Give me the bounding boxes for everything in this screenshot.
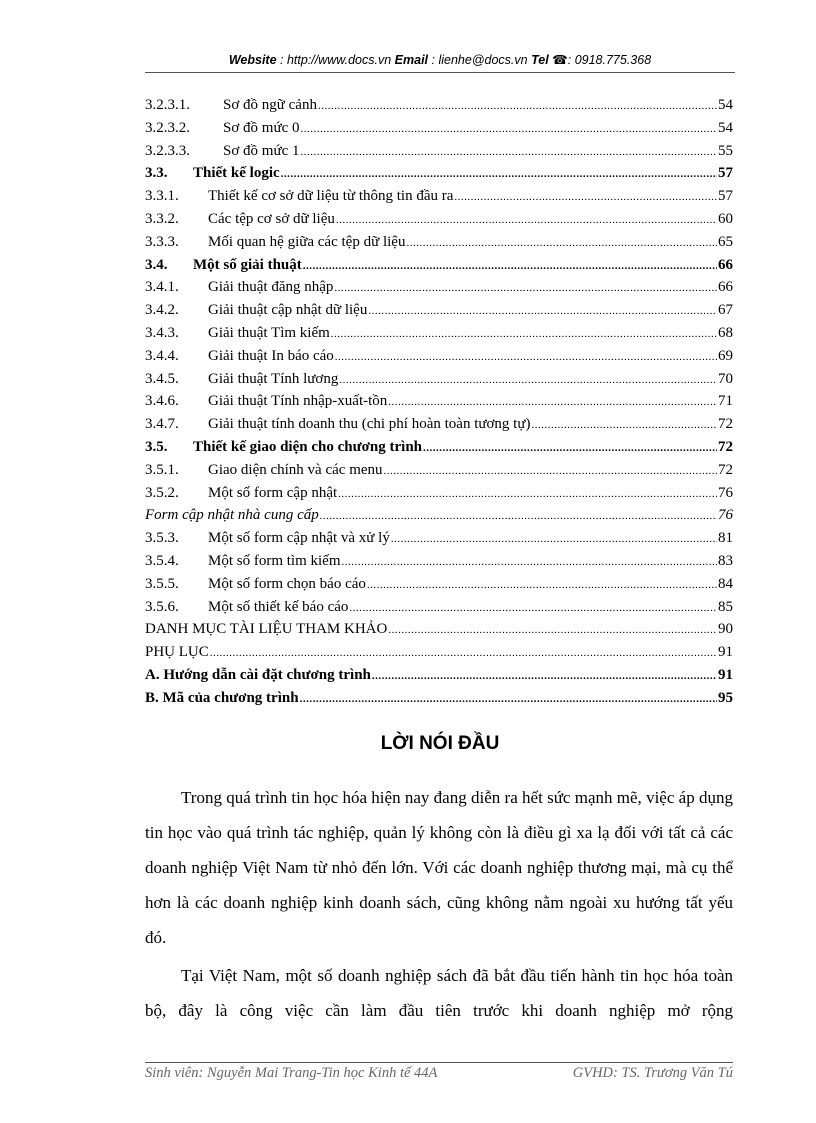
toc-entry-page: 85 <box>718 598 733 615</box>
toc-entry-title: Sơ đồ ngữ cảnh <box>223 97 317 113</box>
toc-entry-page: 84 <box>718 575 733 592</box>
toc-entry[interactable] <box>145 368 733 391</box>
email-value: : lienhe@docs.vn <box>431 53 528 67</box>
toc-entry-title: Một số form cập nhật và xử lý <box>208 530 390 547</box>
toc-entry[interactable] <box>145 276 733 299</box>
toc-entry-number: 3.2.3.2. <box>145 119 190 136</box>
toc-entry-title: Một số thiết kế báo cáo <box>208 598 349 615</box>
toc-entry-number: 3.2.3.3. <box>145 142 190 159</box>
toc-entry-number: 3.5.1. <box>145 461 179 478</box>
paragraph-2: Tại Việt Nam, một số doanh nghiệp sách đã bắt đầu tiến hành tin học hóa toàn bộ, đây là công việc cần làm đầu tiên trước khi doanh nghiệp mở rộng <box>145 966 733 1020</box>
toc-entry-number: 3.5.4. <box>145 552 179 569</box>
toc-entry-title: Sơ đồ mức 0 <box>223 119 300 136</box>
toc-entry[interactable] <box>145 618 733 641</box>
toc-entry-page: 66 <box>718 256 733 273</box>
toc-leader-dots <box>342 550 718 574</box>
toc-entry-page: 57 <box>718 188 733 205</box>
toc-entry-number: 3.4.4. <box>145 347 179 364</box>
website-value: : http://www.docs.vn <box>280 53 392 67</box>
toc-entry[interactable] <box>145 208 733 231</box>
toc-leader-dots <box>335 345 717 369</box>
toc-entry-page: 54 <box>718 119 733 136</box>
toc-entry[interactable] <box>145 436 733 459</box>
toc-entry[interactable] <box>145 299 733 322</box>
footer-advisor: GVHD: TS. Trương Văn Tú <box>572 1065 733 1081</box>
toc-leader-dots <box>210 641 717 665</box>
toc-leader-dots <box>338 482 717 506</box>
toc-leader-dots <box>300 687 717 711</box>
toc-entry-number: 3.4.5. <box>145 370 179 387</box>
toc-entry-number: 3.5. <box>145 438 168 455</box>
toc-entry-title: Giải thuật Tính lương <box>208 370 339 387</box>
toc-entry-title: Giải thuật In báo cáo <box>208 347 334 364</box>
toc-entry-number: 3.4.1. <box>145 279 179 296</box>
toc-leader-dots <box>334 276 717 300</box>
section-heading: LỜI NÓI ĐẦU <box>380 733 500 754</box>
toc-leader-dots <box>336 208 717 232</box>
toc-leader-dots <box>388 390 717 414</box>
toc-entry[interactable] <box>145 140 733 163</box>
toc-entry-number: 3.4.2. <box>145 302 179 319</box>
toc-entry-number: 3.4. <box>145 256 168 273</box>
toc-entry-title: Giải thuật tính doanh thu (chi phí hoàn toàn tương tự) <box>208 416 531 433</box>
toc-entry-page: 66 <box>718 279 733 296</box>
tel-value: : 0918.775.368 <box>567 53 652 67</box>
toc-entry-title: Giải thuật đăng nhập <box>208 279 334 296</box>
toc-entry[interactable] <box>145 550 733 573</box>
toc-entry-page: 67 <box>718 302 733 319</box>
toc-entry-page: 83 <box>718 552 733 569</box>
footer-student: Sinh viên: Nguyễn Mai Trang-Tin học Kinh tế 44A <box>145 1065 438 1081</box>
toc-leader-dots <box>303 254 717 278</box>
toc-entry-title: Giải thuật cập nhật dữ liệu <box>208 302 368 319</box>
toc-entry[interactable] <box>145 413 733 436</box>
toc-entry[interactable] <box>145 687 733 710</box>
toc-entry-page: 69 <box>718 347 733 364</box>
toc-leader-dots <box>388 618 717 642</box>
toc-entry-title: Form cập nhật nhà cung cấp <box>145 507 319 524</box>
table-of-contents <box>145 94 733 710</box>
toc-entry[interactable] <box>145 94 733 117</box>
toc-entry[interactable] <box>145 641 733 664</box>
tel-label: Tel <box>531 53 549 67</box>
toc-entry-page: 70 <box>718 370 733 387</box>
toc-entry-page: 72 <box>718 416 733 433</box>
toc-leader-dots <box>531 413 717 437</box>
toc-entry-number: 3.3.1. <box>145 188 179 205</box>
toc-leader-dots <box>454 185 717 209</box>
toc-leader-dots <box>423 436 717 460</box>
page-footer <box>145 1062 733 1082</box>
toc-leader-dots <box>349 596 717 620</box>
toc-leader-dots <box>300 117 717 141</box>
toc-entry-title: PHỤ LỤC <box>145 644 209 661</box>
toc-leader-dots <box>367 573 717 597</box>
toc-entry-number: 3.4.3. <box>145 324 179 341</box>
website-label: Website <box>228 53 277 67</box>
toc-leader-dots <box>368 299 717 323</box>
toc-leader-dots <box>339 368 717 392</box>
toc-entry-title: Một số form cập nhật <box>208 484 338 501</box>
toc-leader-dots <box>320 504 717 528</box>
toc-entry-page: 57 <box>718 165 733 182</box>
toc-entry-title: B. Mã của chương trình <box>145 689 299 706</box>
toc-entry-title: Sơ đồ mức 1 <box>223 142 300 159</box>
toc-entry[interactable] <box>145 573 733 596</box>
toc-entry[interactable] <box>145 459 733 482</box>
page-header <box>145 50 735 73</box>
toc-entry-page: 60 <box>718 210 733 227</box>
toc-entry-number: 3.3.2. <box>145 210 179 227</box>
toc-entry-title: Một số giải thuật <box>193 256 302 273</box>
toc-entry[interactable] <box>145 322 733 345</box>
toc-leader-dots <box>406 231 717 255</box>
toc-entry-title: Giải thuật Tính nhập-xuất-tồn <box>208 393 388 410</box>
toc-entry-title: Thiết kế giao diện cho chương trình <box>193 438 422 455</box>
toc-entry[interactable] <box>145 231 733 254</box>
toc-leader-dots <box>331 322 717 346</box>
toc-entry[interactable] <box>145 345 733 368</box>
toc-entry-page: 72 <box>718 461 733 478</box>
toc-leader-dots <box>318 94 717 118</box>
toc-entry[interactable] <box>145 185 733 208</box>
toc-entry-number: 3.4.7. <box>145 416 179 433</box>
toc-entry[interactable] <box>145 527 733 550</box>
toc-entry-title: Mối quan hệ giữa các tệp dữ liệu <box>208 233 406 250</box>
toc-entry[interactable] <box>145 390 733 413</box>
toc-entry-page: 72 <box>718 438 733 455</box>
toc-entry[interactable] <box>145 254 733 277</box>
toc-entry-title: Thiết kế cơ sở dữ liệu từ thông tin đầu ra <box>208 188 454 205</box>
toc-entry-title: Thiết kế logic <box>193 165 280 182</box>
toc-entry-page: 76 <box>718 484 733 501</box>
toc-entry[interactable] <box>145 596 733 619</box>
toc-entry-page: 71 <box>718 393 733 410</box>
toc-entry-number: 3.5.6. <box>145 598 179 615</box>
toc-entry-page: 76 <box>718 507 733 524</box>
toc-leader-dots <box>372 664 717 688</box>
toc-entry-title: Các tệp cơ sở dữ liệu <box>208 210 335 227</box>
email-label: Email <box>394 53 429 67</box>
toc-entry-page: 54 <box>718 97 733 113</box>
toc-leader-dots <box>300 140 717 164</box>
toc-leader-dots <box>384 459 717 483</box>
toc-entry-number: 3.3.3. <box>145 233 179 250</box>
toc-entry[interactable] <box>145 162 733 185</box>
toc-entry-page: 90 <box>718 621 733 638</box>
toc-entry[interactable] <box>145 117 733 140</box>
toc-entry[interactable] <box>145 504 733 527</box>
paragraph-1: Trong quá trình tin học hóa hiện nay đang diễn ra hết sức mạnh mẽ, việc áp dụng tin học vào quá trình tác nghiệp, quản lý không còn là điều gì xa lạ đối với tất cả các doanh nghiệp Việt Nam từ nhỏ đến lớn. Với các doanh nghiệp thương mại, mà cụ thể hơn là các doanh nghiệp kinh doanh sách, cũng không nằm ngoài xu hướng tất yếu đó. <box>145 788 733 947</box>
toc-entry[interactable] <box>145 664 733 687</box>
toc-entry-number: 3.5.5. <box>145 575 179 592</box>
toc-leader-dots <box>281 162 717 186</box>
toc-entry-title: Giải thuật Tìm kiếm <box>208 324 330 341</box>
toc-leader-dots <box>391 527 717 551</box>
toc-entry-number: 3.5.2. <box>145 484 179 501</box>
toc-entry-title: A. Hướng dẫn cài đặt chương trình <box>145 666 371 683</box>
phone-icon: ☎ <box>552 53 568 67</box>
toc-entry-title: Một số form chọn báo cáo <box>208 575 366 592</box>
toc-entry-title: Giao diện chính và các menu <box>208 461 383 478</box>
toc-entry-title: Một số form tìm kiếm <box>208 552 341 569</box>
toc-entry-number: 3.3. <box>145 165 168 182</box>
toc-entry-page: 65 <box>718 233 733 250</box>
toc-entry-number: 3.5.3. <box>145 530 179 547</box>
toc-entry[interactable] <box>145 482 733 505</box>
toc-entry-page: 91 <box>718 644 733 661</box>
toc-entry-number: 3.2.3.1. <box>145 97 190 113</box>
toc-entry-page: 81 <box>718 530 733 547</box>
toc-entry-page: 91 <box>718 666 733 683</box>
toc-entry-page: 95 <box>718 689 733 706</box>
toc-entry-page: 68 <box>718 324 733 341</box>
toc-entry-title: DANH MỤC TÀI LIỆU THAM KHẢO <box>145 621 388 638</box>
toc-entry-number: 3.4.6. <box>145 393 179 410</box>
toc-entry-page: 55 <box>718 142 733 159</box>
